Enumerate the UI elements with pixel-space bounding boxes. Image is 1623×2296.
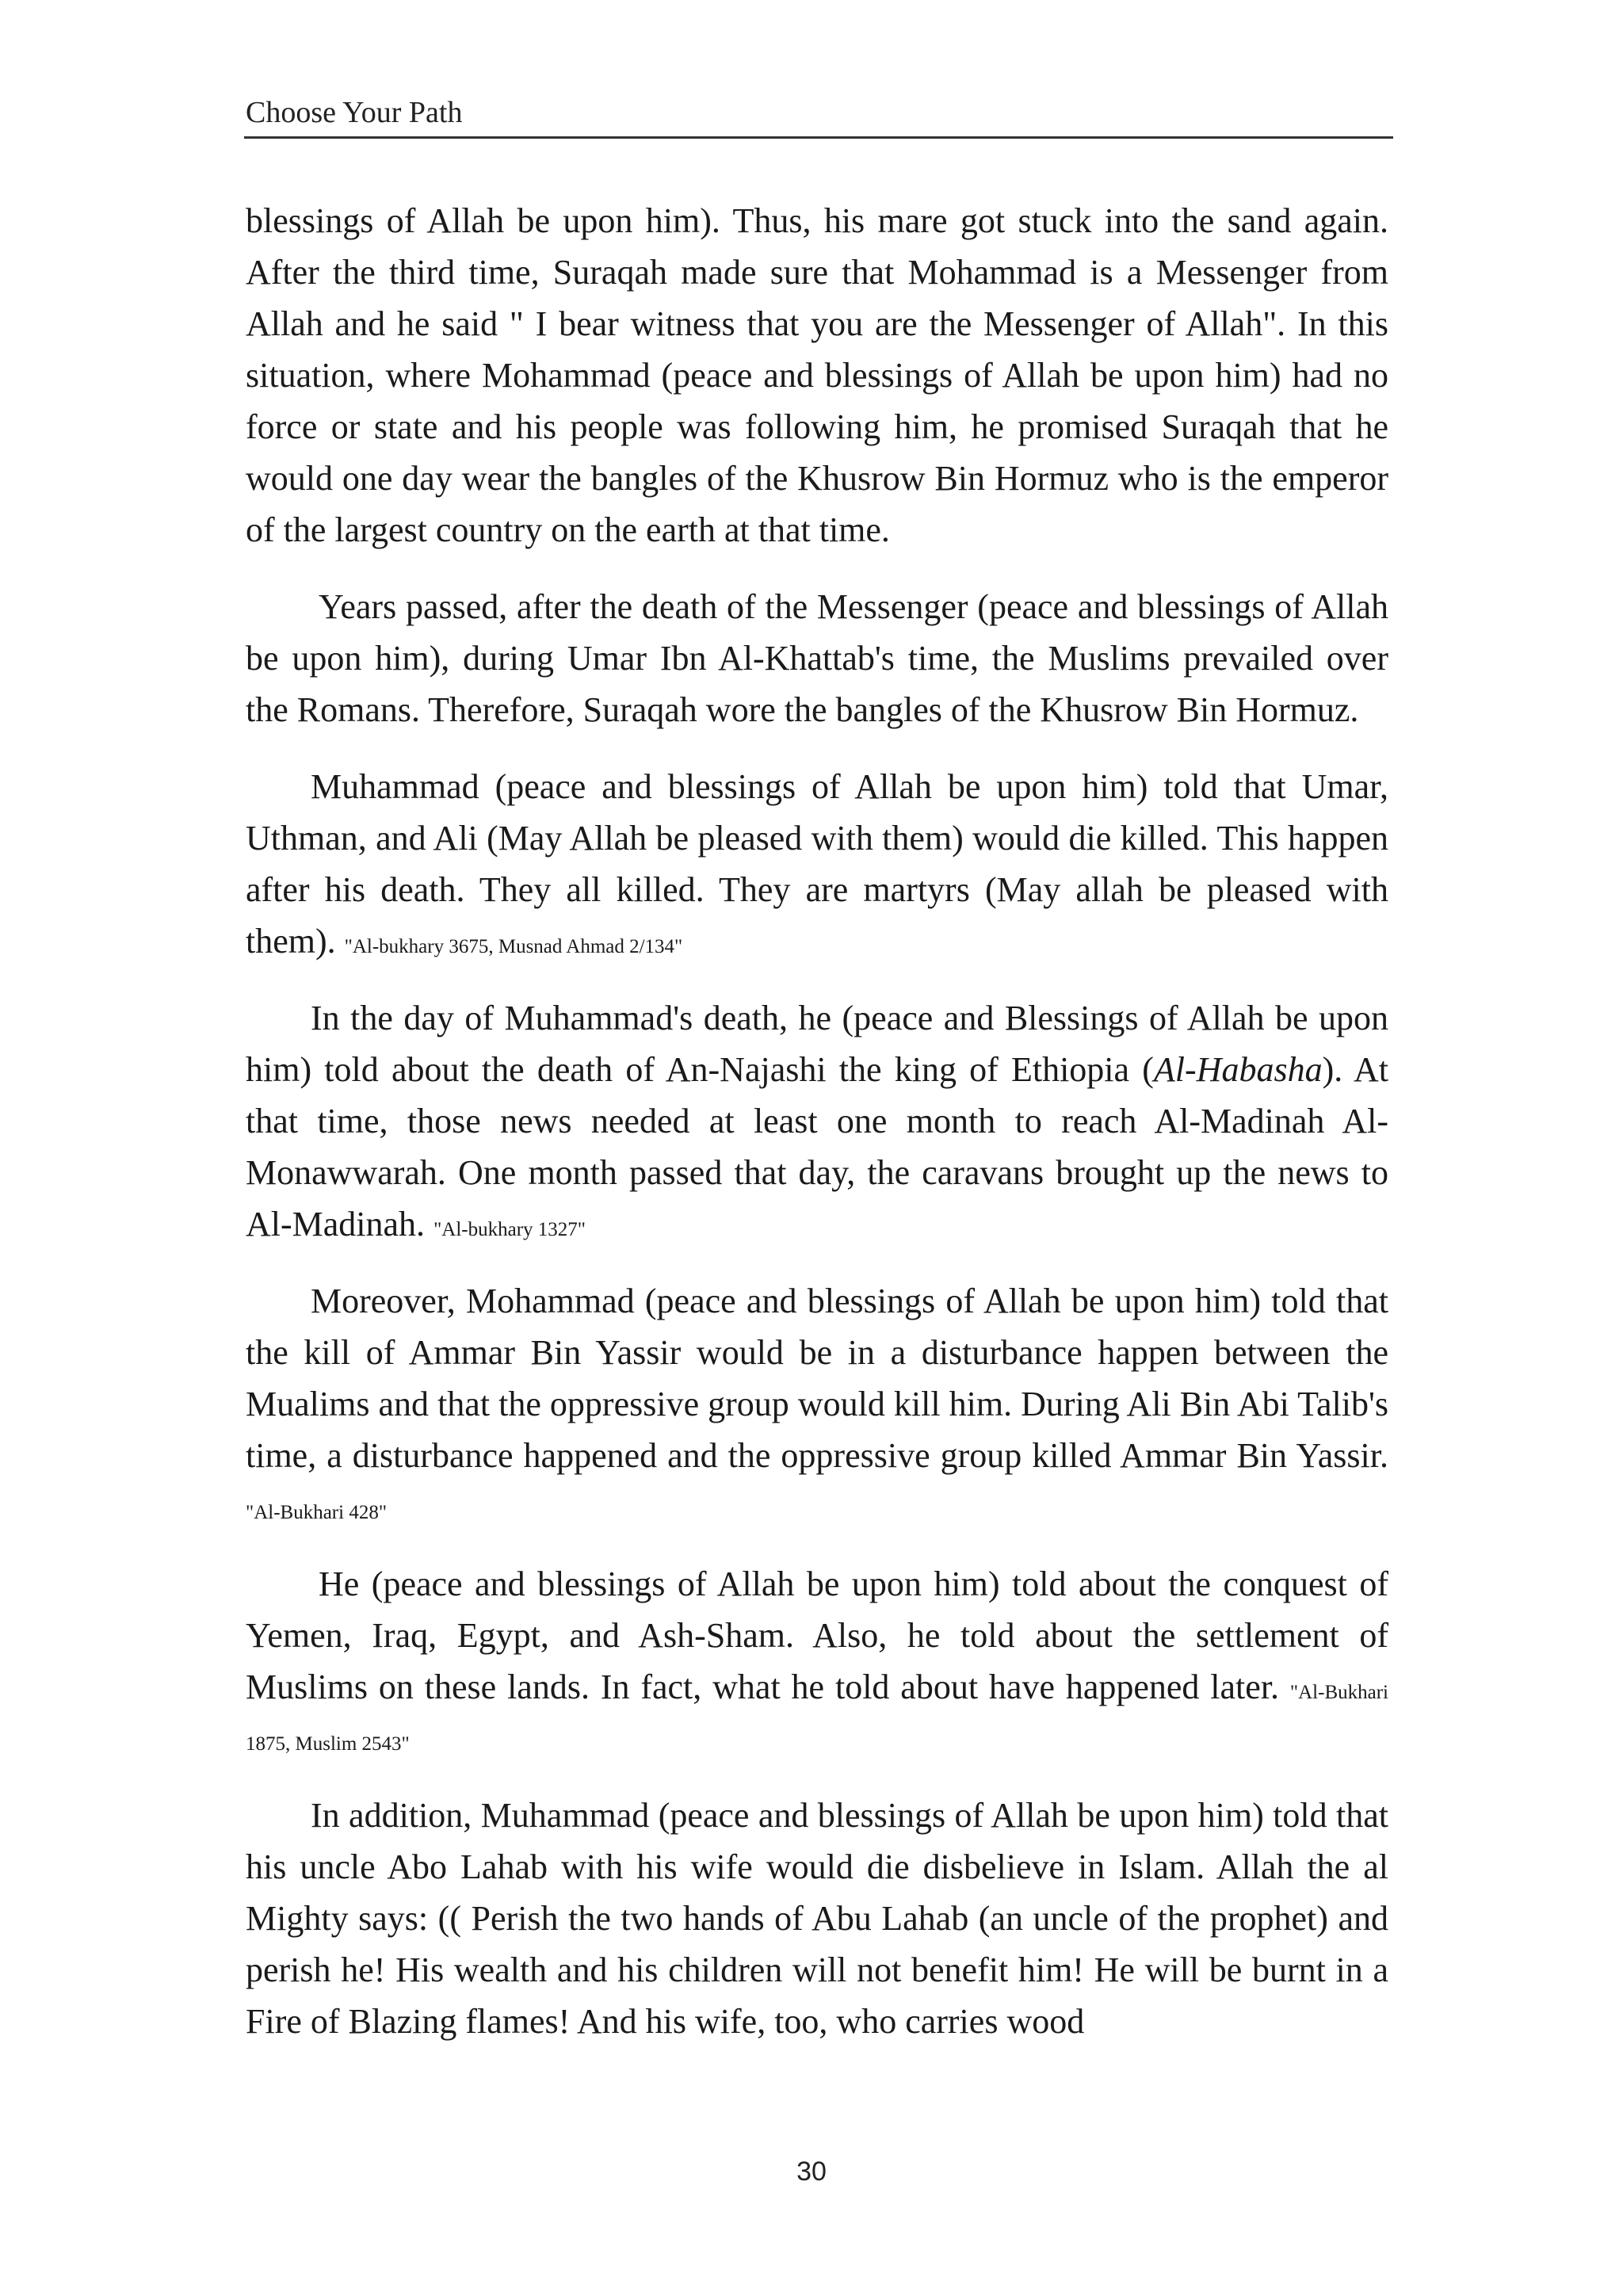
citation-3: "Al-bukhary 3675, Musnad Ahmad 2/134"	[344, 936, 683, 957]
paragraph-6-text: He (peace and blessings of Allah be upon him) told about the conquest of Yemen, Iraq, Egypt, and Ash-Sham. Also, he told about the settlement of Muslims on these lands. In fact, what he told about have happened later.	[246, 1564, 1388, 1706]
paragraph-4-text-after: ). At that time, those news needed at least one month to reach Al-Madinah Al-Monawwarah. One month passed that day, the caravans brought up the news to Al-Madinah.	[246, 1050, 1388, 1244]
paragraph-4	[246, 992, 1388, 1250]
paragraph-7	[246, 1790, 1388, 2047]
citation-5: "Al-Bukhari 428"	[246, 1502, 388, 1523]
paragraph-2-text: Years passed, after the death of the Messenger (peace and blessings of Allah be upon him), during Umar Ibn Al-Khattab's time, the Muslims prevailed over the Romans. Therefore, Suraqah wore the bangles of the Khusrow Bin Hormuz.	[246, 587, 1388, 729]
header-rule	[244, 136, 1393, 139]
paragraph-4-italic-term: Al-Habasha	[1153, 1050, 1323, 1089]
paragraph-5-text: Moreover, Mohammad (peace and blessings of Allah be upon him) told that the kill of Ammar Bin Yassir would be in a disturbance happen between the Mualims and that the oppressive group would kill him. During Ali Bin Abi Talib's time, a disturbance happened and the oppressive group killed Ammar Bin Yassir.	[246, 1282, 1388, 1475]
paragraph-5	[246, 1275, 1388, 1533]
citation-4: "Al-bukhary 1327"	[433, 1219, 586, 1240]
paragraph-7-text: In addition, Muhammad (peace and blessings of Allah be upon him) told that his uncle Abo Lahab with his wife would die disbelieve in Islam. Allah the al Mighty says: (( Perish the two hands of Abu Lahab (an uncle of the prophet) and perish he! His wealth and his children will not benefit him! He will be burnt in a Fire of Blazing flames! And his wife, too, who carries wood	[246, 1796, 1388, 2041]
paragraph-1	[246, 195, 1388, 556]
paragraph-3	[246, 761, 1388, 967]
citation-6: "Al-Bukhari 1875, Muslim 2543"	[246, 1682, 1388, 1755]
paragraph-3-text: Muhammad (peace and blessings of Allah be upon him) told that Umar, Uthman, and Ali (May Allah be pleased with them) would die killed. This happen after his death. They all killed. They are martyrs (May allah be pleased with them).	[246, 767, 1388, 961]
running-header: Choose Your Path	[246, 96, 463, 129]
paragraph-4-text-before: In the day of Muhammad's death, he (peace and Blessings of Allah be upon him) told about the death of An-Najashi the king of Ethiopia (	[246, 999, 1388, 1089]
paragraph-1-text: blessings of Allah be upon him). Thus, his mare got stuck into the sand again. After the third time, Suraqah made sure that Mohammad is a Messenger from Allah and he said " I bear witness that you are the Messenger of Allah". In this situation, where Mohammad (peace and blessings of Allah be upon him) had no force or state and his people was following him, he promised Suraqah that he would one day wear the bangles of the Khusrow Bin Hormuz who is the emperor of the largest country on the earth at that time.	[246, 201, 1388, 549]
body-text	[246, 195, 1388, 2073]
page-number: 30	[796, 2157, 827, 2187]
paragraph-2	[246, 581, 1388, 735]
paragraph-6	[246, 1558, 1388, 1764]
